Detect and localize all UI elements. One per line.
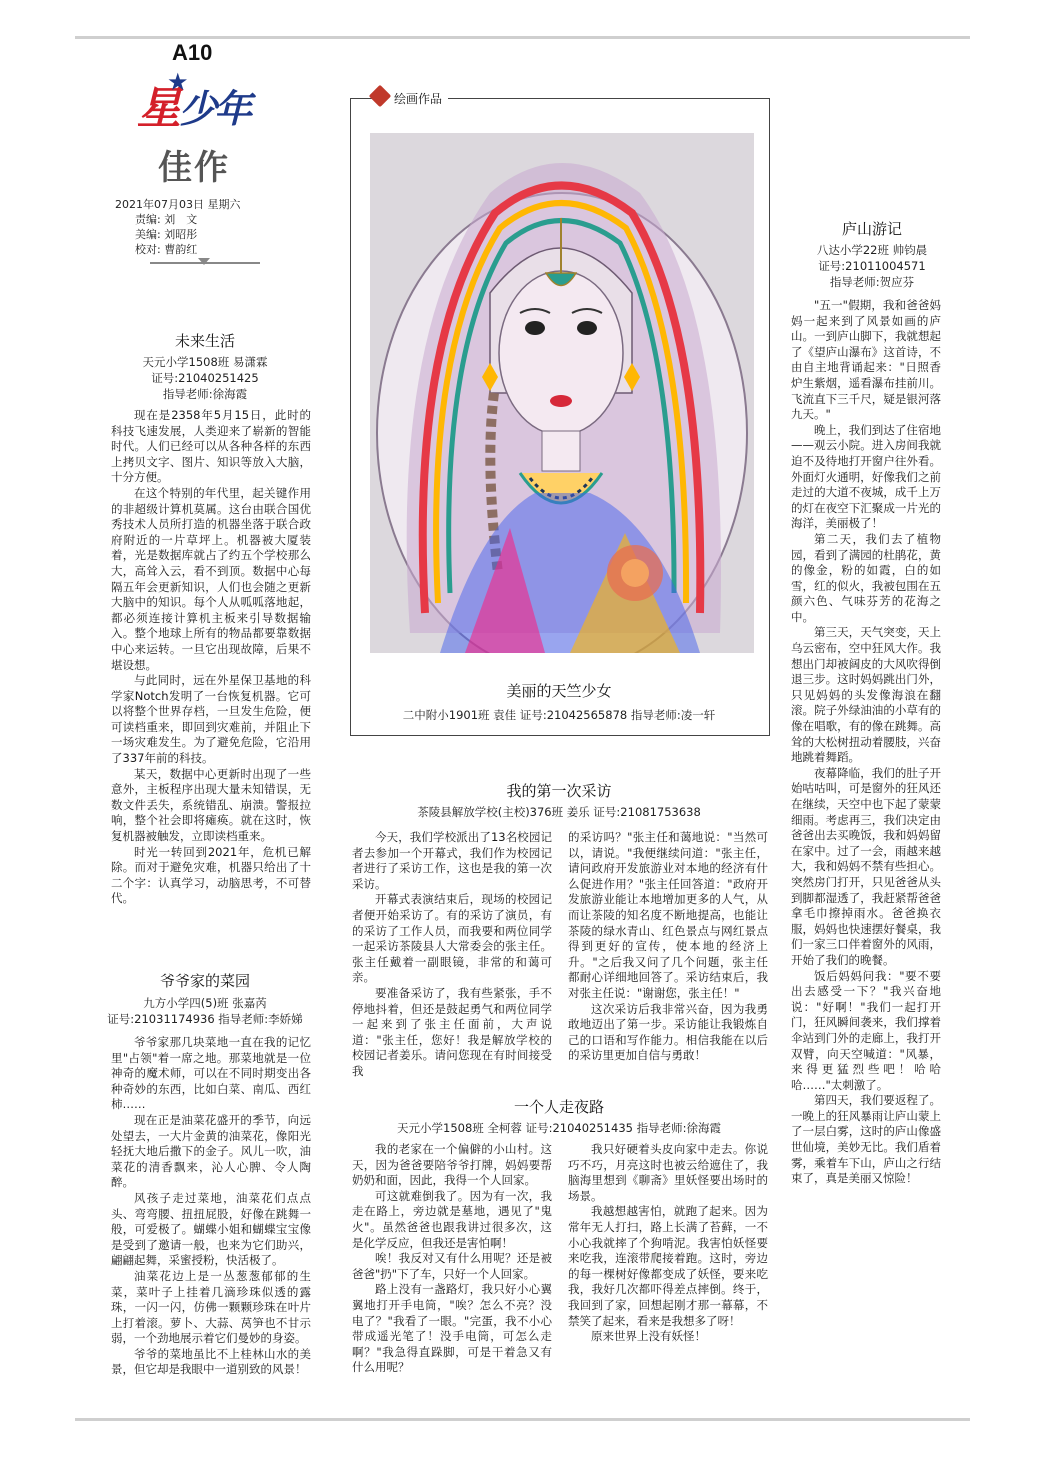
paragraph: 要准备采访了，我有些紧张，手不停地抖着，但还是鼓起勇气和两位同学一起来到了张主任面前，大声说道："张主任，您好！我是解放学校的校园记者姜乐。请问您现在有时间接受我 bbox=[352, 985, 552, 1078]
article-night-col2 bbox=[568, 1142, 768, 1345]
paragraph: 在这个特别的年代里，起关键作用的非超级计算机莫属。这台由联合国优秀技术人员所打造的机器坐落于联合政府附近的一片草坪上。机器被大厦装着，光是数据库就占了约五个学校那么大，高耸入云，看不到顶。数据中心每隔五年会更新知识，人们也会随之更新大脑中的知识。每个人从呱呱落地起，都必须连接计算机主板来引导数据输入。整个地球上所有的物品都要靠数据中心来运转。一旦它出现故障，后果不堪设想。 bbox=[111, 485, 311, 672]
paragraph: 的采访吗？"张主任和蔼地说："当然可以，请说。"我便继续问道："张主任，请问政府开发旅游业对本地的经济有什么促进作用？"张主任回答道："政府开发旅游业能让本地增加更多的人气，从而让茶陵的知名度不断地提高，也能让茶陵的绿水青山、红色景点与网红景点得到更好的宣传，使本地的经济上升。"之后我又问了几个问题，张主任都耐心详细地回答了。采访结束后，我对张主任说："谢谢您，张主任！" bbox=[568, 830, 768, 1000]
article-future-body bbox=[111, 408, 311, 907]
article-night-col1 bbox=[352, 1142, 552, 1376]
paragraph: 爷爷家那几块菜地一直在我的记忆里"占领"着一席之地。那菜地就是一位神奇的魔术师，可以在不同时期变出各种奇妙的东西，比如白菜、南瓜、西红柿…… bbox=[111, 1035, 311, 1112]
paragraph: 现在是2358年5月15日，此时的科技飞速发展，人类迎来了崭新的智能时代。人们已经可以从各种各样的东西上拷贝文字、图片、知识等放入大脑，十分方便。 bbox=[111, 408, 311, 485]
paragraph: 开幕式表演结束后，现场的校园记者便开始采访了。有的采访了演员，有的采访了工作人员，而我要和两位同学一起采访茶陵县人大常委会的张主任。张主任戴着一副眼镜，非常的和蔼可亲。 bbox=[352, 892, 552, 985]
article-byline: 天元小学1508班 全柯蓉 证号:21040251435 指导老师:徐海霞 bbox=[397, 1121, 721, 1135]
bottom-rule bbox=[75, 1418, 970, 1421]
paragraph: 时光一转回到2021年，危机已解除。而对于避免灾难，机器只给出了十二个字：认真学习，动脑思考，不可替代。 bbox=[111, 844, 311, 906]
paragraph: 第三天，天气突变，天上乌云密布，空中狂风大作。我想出门却被阔皮的大风吹得倒退三步。这时妈妈跳出门外，只见妈妈的头发像海浪在翻滚。院子外绿油油的小草有的像在唱歌，有的像在跳舞。高耸的大松树扭动着腰肢，兴奋地跳着舞蹈。 bbox=[791, 625, 941, 765]
article-garden bbox=[100, 970, 310, 1027]
article-cert: 证号:21040251425 bbox=[151, 371, 259, 385]
issue-date: 2021年07月03日 星期六 bbox=[115, 198, 241, 211]
article-future bbox=[105, 330, 305, 402]
article-school: 八达小学22班 帅钧晨 bbox=[816, 243, 928, 257]
article-school: 天元小学1508班 易潇霖 bbox=[142, 355, 268, 369]
article-title: 我的第一次采访 bbox=[506, 782, 612, 800]
editor: 责编: 刘 文 bbox=[135, 213, 198, 226]
pencil-icon bbox=[369, 85, 392, 108]
meta-divider-arrow bbox=[198, 258, 210, 265]
paragraph: 风孩子走过菜地，油菜花们点点头、弯弯腰、扭扭屁股，好像在跳舞一般，可爱极了。蝴蝶小姐和蝴蝶宝宝像是受到了邀请一般，也来为它们助兴，翩翩起舞，采蜜授粉，快活极了。 bbox=[111, 1190, 311, 1268]
article-night bbox=[350, 1096, 768, 1136]
brand-logo-part1: 星 bbox=[137, 83, 177, 134]
page-number: A10 bbox=[172, 40, 213, 65]
article-title: 庐山游记 bbox=[841, 220, 902, 238]
indian-girl-drawing bbox=[370, 133, 754, 653]
paragraph: 某天，数据中心更新时出现了一些意外，主板程序出现大量未知错误，无数文件丢失，系统错乱、崩溃。警报拉响，整个社会即将瘫痪。就在这时，恢复机器被触发，立即读档重来。 bbox=[111, 766, 311, 844]
article-lushan bbox=[792, 218, 952, 290]
article-lushan-body bbox=[791, 298, 941, 1187]
article-cert: 证号:21011004571 bbox=[818, 259, 926, 273]
paragraph: 原来世界上没有妖怪！ bbox=[591, 1329, 706, 1344]
article-title: 未来生活 bbox=[174, 332, 235, 350]
paragraph: 唉！我反对又有什么用呢？还是被爸爸"扔"下了车，只好一个人回家。 bbox=[352, 1251, 552, 1281]
painting-tab-label: 绘画作品 bbox=[394, 92, 443, 106]
paragraph: 这次采访后我非常兴奋，因为我勇敢地迈出了第一步。采访能让我锻炼自己的口语和写作能力。相信我能在以后的采访里更加自信与勇敢！ bbox=[568, 1001, 768, 1063]
brand-logo bbox=[137, 68, 267, 142]
paragraph: 夜幕降临，我们的肚子开始咕咕叫，可是窗外的狂风还在继续，天空中也下起了蒙蒙细雨。考虑再三，我们决定由爸爸出去买晚饭，我和妈妈留在家中。过了一会，雨越来越大，我和妈妈不禁有些担心。突然房门打开，只见爸爸从头到脚都湿透了，我赶紧帮爸爸拿毛巾擦掉雨水。爸爸换衣服，妈妈也快速摆好餐桌，我们一家三口伴着窗外的风雨，开始了我们的晚餐。 bbox=[791, 765, 941, 967]
paragraph: 与此同时，远在外星保卫基地的科学家Notch发明了一台恢复机器。它可以将整个世界存档，一旦发生危险，便可读档重来，即回到灾难前，并阻止下一场灾难发生。为了避免危险，它沿用了337年前的科技。 bbox=[111, 673, 311, 766]
paragraph: 第四天，我们要返程了。一晚上的狂风暴雨让庐山蒙上了一层白雾，这时的庐山像盛世仙境，美妙无比。我们盾着雾，乘着车下山，庐山之行结束了，真是美丽又惊险！ bbox=[791, 1093, 941, 1186]
painting-caption bbox=[350, 680, 768, 723]
paragraph: 可这就难倒我了。因为有一次，我走在路上，旁边就是墓地，遇见了"鬼火"。虽然爸爸也跟我讲过很多次，这是化学反应，但我还是害怕啊！ bbox=[352, 1188, 552, 1250]
star-icon: ★ bbox=[167, 68, 189, 96]
proofreader: 校对: 曹韵红 bbox=[135, 243, 198, 256]
top-rule bbox=[75, 36, 970, 39]
article-cert-teacher: 证号:21031174936 指导老师:李娇娣 bbox=[107, 1012, 303, 1026]
article-interview bbox=[350, 780, 768, 820]
paragraph: "五一"假期，我和爸爸妈妈一起来到了风景如画的庐山。一到庐山脚下，我就想起了《望庐山瀑布》这首诗，不由自主地背诵起来："日照香炉生紫烟，遥看瀑布挂前川。飞流直下三千尺，疑是银河落九天。" bbox=[791, 298, 941, 422]
painting-title: 美丽的天竺少女 bbox=[506, 682, 612, 700]
article-teacher: 指导老师:贺应芬 bbox=[829, 275, 915, 289]
article-interview-col1 bbox=[352, 830, 552, 1080]
painting-byline: 二中附小1901班 袁佳 证号:21042565878 指导老师:凌一轩 bbox=[402, 708, 716, 722]
section-title: 佳作 bbox=[158, 148, 230, 188]
paragraph: 我的老家在一个偏僻的小山村。这天，因为爸爸要陪爷爷打牌，妈妈要帮奶奶和面，因此，我得一个人回家。 bbox=[352, 1142, 552, 1188]
article-school: 九方小学四(5)班 张嘉芮 bbox=[143, 996, 267, 1010]
article-title: 爷爷家的菜园 bbox=[159, 972, 250, 990]
paragraph: 饭后妈妈问我："要不要出去感受一下？"我兴奋地说："好啊！"我们一起打开门，狂风瞬间袭来，我们撑着伞站到门外的走廊上，我打开双臂，向天空喊道："风暴，来得更猛烈些吧！哈哈哈……"太刺激了。 bbox=[791, 968, 941, 1092]
painting-image bbox=[370, 133, 754, 653]
paragraph: 油菜花边上是一丛葱葱郁郁的生菜，菜叶子上挂着几滴珍珠似透的露珠，一闪一闪，仿佛一颗颗珍珠在叶片上打着滚。萝卜、大蒜、莴笋也不甘示弱，一个劲地展示着它们曼妙的身姿。 bbox=[111, 1268, 311, 1346]
brand-logo-part2: 少年 bbox=[179, 87, 250, 131]
article-teacher: 指导老师:徐海霞 bbox=[162, 387, 248, 401]
paragraph: 今天，我们学校派出了13名校园记者去参加一个开幕式，我们作为校园记者进行了采访工作，这也是我的第一次采访。 bbox=[352, 830, 552, 891]
paragraph: 我只好硬着头皮向家中走去。你说巧不巧，月亮这时也被云给遮住了，我脑海里想到《聊斋》里妖怪要出场时的场景。 bbox=[568, 1142, 768, 1203]
issue-meta bbox=[115, 197, 275, 257]
article-byline: 茶陵县解放学校(主校)376班 姜乐 证号:21081753638 bbox=[417, 805, 701, 819]
article-garden-body bbox=[111, 1035, 311, 1378]
paragraph: 现在正是油菜花盛开的季节，向远处望去，一大片金黄的油菜花，像阳光轻抚大地后撒下的金子。风儿一吹，油菜花的清香飘来，沁人心脾、令人陶醉。 bbox=[111, 1112, 311, 1190]
article-title: 一个人走夜路 bbox=[513, 1098, 604, 1116]
paragraph: 路上没有一盏路灯，我只好小心翼翼地打开手电筒，"唉？怎么不亮？没电了？"我看了一眼。"完蛋，我不小心带成遥光笔了！没手电筒，可怎么走啊？"我急得直跺脚，可是干着急又有什么用呢？ bbox=[352, 1282, 552, 1375]
article-interview-col2 bbox=[568, 830, 768, 1064]
paragraph: 晚上，我们到达了住宿地——观云小院。进入房间我就迫不及待地打开窗户往外看。外面灯火通明，好像我们之前走过的大道不夜城，成千上万的灯在夜空下汇聚成一片光的海洋，美丽极了！ bbox=[791, 422, 941, 531]
paragraph: 第二天，我们去了植物园，看到了满园的杜鹃花，黄的像金，粉的如霞，白的如雪，红的似火，我被包围在五颜六色、气味芬芳的花海之中。 bbox=[791, 531, 941, 624]
paragraph: 爷爷的菜地虽比不上桂林山水的美景，但它却是我眼中一道别致的风景！ bbox=[111, 1346, 311, 1377]
paragraph: 我越想越害怕，就跑了起来。因为常年无人打扫，路上长满了苔藓，一不小心我就摔了个狗啃泥。我害怕妖怪要来吃我，连滚带爬接着跑。这时，旁边的每一棵树好像都变成了妖怪，要来吃我，我好几次都吓得差点摔倒。终于，我回到了家，回想起刚才那一幕幕，不禁笑了起来，看来是我想多了呀！ bbox=[568, 1204, 768, 1328]
art-editor: 美编: 刘昭彤 bbox=[135, 228, 198, 241]
painting-tab bbox=[372, 90, 448, 107]
